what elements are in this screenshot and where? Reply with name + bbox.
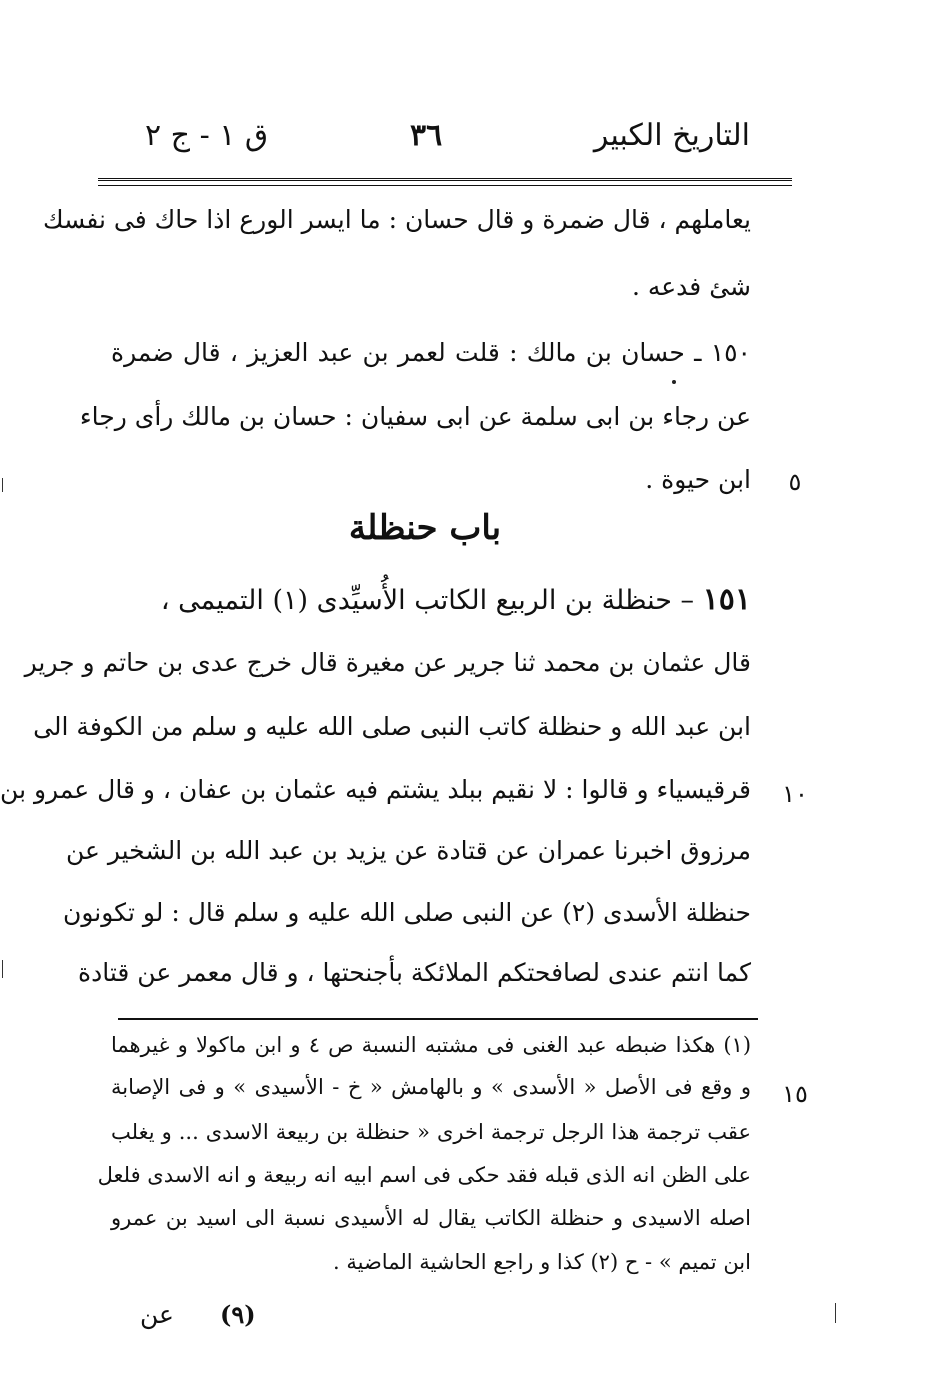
footnote-line: على الظن انه الذى قبله فقد حكى فى اسم ابيه انه ربيعة و انه الاسدى فلعل (97, 1163, 751, 1187)
line-number: ١٥ (782, 1080, 808, 1108)
running-header (100, 118, 790, 178)
text-line: يعاملهم ، قال ضمرة و قال حسان : ما ايسر الورع اذا حاك فى نفسك (43, 205, 751, 234)
footnote-separator (118, 1018, 758, 1020)
text-line: عن رجاء بن ابى سلمة عن ابى سفيان : حسان بن مالك رأى رجاء (79, 402, 751, 431)
text-line: ابن عبد الله و حنظلة كاتب النبى صلى الله عليه و سلم من الكوفة الى (33, 712, 751, 741)
text-line: ١٥٠ ـ حسان بن مالك : قلت لعمر بن عبد العزيز ، قال ضمرة (111, 338, 751, 367)
line-number: ١٠ (782, 780, 808, 808)
ink-speck (672, 380, 676, 384)
footnote-line: (١) هكذا ضبطه عبد الغنى فى مشتبه النسبة ص ٤ و ابن ماكولا و غيرهما (111, 1033, 752, 1057)
catchword: عن (140, 1300, 174, 1329)
page-number: ٣٦ (410, 118, 443, 153)
header-rule (98, 178, 792, 181)
text-line: كما انتم عندى لصافحتكم الملائكة بأجنحتها ، و قال معمر عن قتادة (78, 958, 751, 987)
section-heading: باب حنظلة (348, 508, 502, 548)
margin-mark (2, 960, 3, 978)
margin-mark (835, 1303, 836, 1323)
volume-part: ق ١ - ج ٢ (145, 118, 269, 153)
text-line: قال عثمان بن محمد ثنا جرير عن مغيرة قال خرج عدى بن حاتم و جرير (24, 648, 751, 677)
footnote-line: ابن تميم » - ح (٢) كذا و راجع الحاشية الماضية . (333, 1250, 751, 1274)
header-rule-thin (98, 185, 792, 186)
text-line: حنظلة الأسدى (٢) عن النبى صلى الله عليه و سلم قال : لو تكونون (63, 898, 751, 927)
footnote-line: عقب ترجمة هذا الرجل ترجمة اخرى « حنظلة بن ربيعة الاسدى ... و يغلب (111, 1120, 751, 1144)
margin-mark (2, 478, 3, 492)
text-line: قرقيسياء و قالوا : لا نقيم ببلد يشتم فيه عثمان بن عفان ، و قال عمرو بن (0, 775, 751, 804)
text-line: مرزوق اخبرنا عمران عن قتادة عن يزيد بن عبد الله بن الشخير عن (65, 836, 751, 865)
entry-title (111, 582, 751, 617)
line-number: ٥ (788, 468, 802, 496)
entry-name: – حنظلة بن الربيع الكاتب الأُسيِّدى (١) التميمى ، (160, 585, 695, 616)
footnote-line: اصله الاسيدى و حنظلة الكاتب يقال له الأسيدى نسبة الى اسيد بن عمرو (111, 1206, 751, 1230)
signature-mark: (٩) (220, 1300, 256, 1329)
entry-number: ١٥١ (702, 582, 751, 617)
text-line: ابن حيوة . (645, 465, 751, 494)
book-title: التاريخ الكبير (593, 118, 750, 153)
text-line: شئ فدعه . (631, 272, 751, 301)
footnote-line: و وقع فى الأصل « الأسدى » و بالهامش « خ - الأسيدى » و فى الإصابة (111, 1075, 751, 1099)
